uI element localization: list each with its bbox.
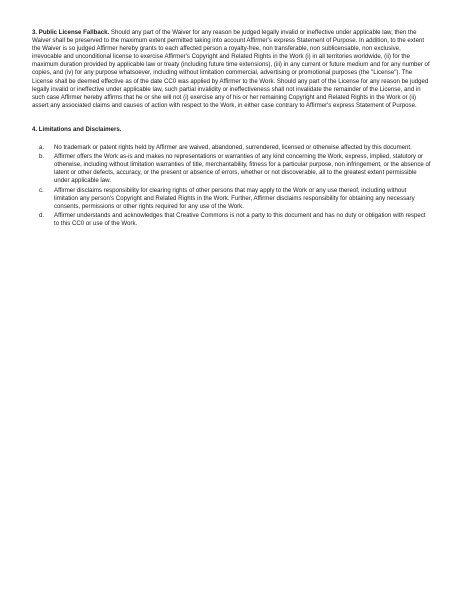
document-page xyxy=(32,29,432,229)
list-marker: b. xyxy=(39,153,45,161)
list-marker: c. xyxy=(39,186,44,194)
list-item-text: Affirmer offers the Work as-is and makes no representations or warranties of any kind concerning the Work, express, implied, statutory or otherwise, including without limitation warranties of title, merchantability, fitness for a particular purpose, non infringement, or the absence of latent or other defects, accuracy, or the present or absence of errors, whether or not discoverable, all to the greatest extent permissible under applicable law. xyxy=(54,153,431,185)
section-3-body: Should any part of the Waiver for any reason be judged legally invalid or ineffective under applicable law, then the Waiver shall be preserved to the maximum extent permitted taking into account Affirmer's express Statement of Purpose. In addition, to the extent the Waiver is so judged Affirmer hereby grants to each affected person a royalty-free, non transferable, non sublicensable, non exclusive, irrevocable and unconditional license to exercise Affirmer's Copyright and Related Rights in the Work (i) in all territories worldwide, (ii) for the maximum duration provided by applicable law or treaty (including future time extensions), (iii) in any current or future medium and for any number of copies, and (iv) for any purpose whatsoever, including without limitation commercial, advertising or promotional purposes (the "License"). The License shall be deemed effective as of the date CC0 was applied by Affirmer to the Work. Should any part of the License for any reason be judged legally invalid or ineffective under applicable law, such partial invalidity or ineffectiveness shall not invalidate the remainder of the License, and in such case Affirmer hereby affirms that he or she will not (i) exercise any of his or her remaining Copyright and Related Rights in the Work or (ii) assert any associated claims and causes of action with respect to the Work, in either case contrary to Affirmer's express Statement of Purpose. xyxy=(32,29,430,109)
list-item-text: Affirmer understands and acknowledges that Creative Commons is not a party to this document and has no duty or obligation with respect to this CC0 or use of the Work. xyxy=(54,211,426,227)
list-marker: a. xyxy=(39,144,45,152)
disclaimers-list xyxy=(32,144,432,228)
list-item xyxy=(32,212,432,228)
list-item-text: Affirmer disclaims responsibility for clearing rights of other persons that may apply to the Work or any use thereof, including without limitation any person's Copyright and Related Rights in the Work. Further, Affirmer disclaims responsibility for obtaining any necessary consents, permissions or other rights required for any use of the Work. xyxy=(54,186,415,210)
list-item xyxy=(32,187,432,211)
list-item xyxy=(32,153,432,185)
list-item-text: No trademark or patent rights held by Affirmer are waived, abandoned, surrendered, licensed or otherwise affected by this document. xyxy=(54,144,412,152)
section-3-paragraph xyxy=(32,29,432,110)
list-marker: d. xyxy=(39,211,45,219)
section-4-heading: 4. Limitations and Disclaimers. xyxy=(32,125,122,133)
list-item xyxy=(32,144,432,152)
section-3-title: 3. Public License Fallback. xyxy=(32,29,110,36)
